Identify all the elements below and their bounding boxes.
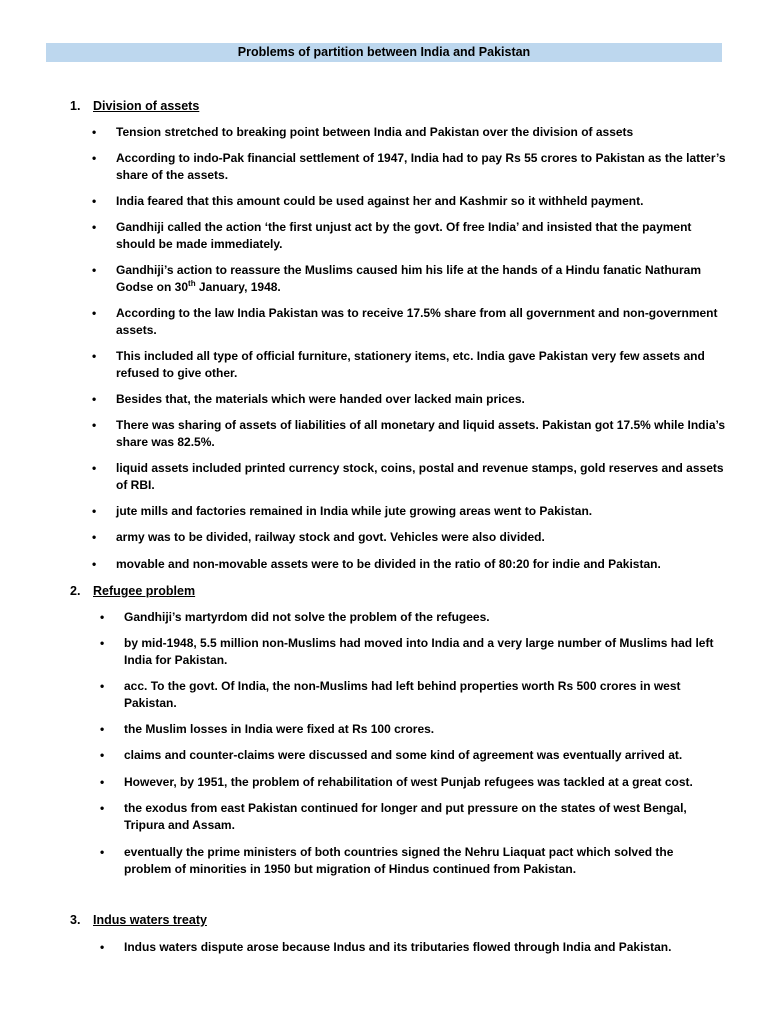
bullet-icon: •	[100, 801, 105, 815]
bullet-icon: •	[92, 418, 97, 432]
section-number: 3.	[70, 913, 81, 927]
bullet-icon: •	[92, 557, 97, 571]
list-item: • According to indo-Pak financial settlement of 1947, India had to pay Rs 55 crores to Pakistan as the latter’s share of the assets.	[92, 151, 726, 182]
section-title: Division of assets	[93, 99, 200, 113]
bullet-icon: •	[100, 636, 105, 650]
bullet-icon: •	[92, 349, 97, 363]
list-item: • There was sharing of assets of liabilities of all monetary and liquid assets. Pakistan got 17.5% while India’s share was 82.5%.	[92, 418, 726, 449]
section-heading-refugee-problem	[70, 583, 195, 599]
list-item: • Gandhiji called the action ‘the first unjust act by the govt. Of free India’ and insisted that the payment should be made immediately.	[92, 220, 692, 251]
bullet-icon: •	[100, 940, 105, 954]
list-item: • jute mills and factories remained in India while jute growing areas went to Pakistan.	[92, 504, 593, 518]
list-item: • liquid assets included printed currency stock, coins, postal and revenue stamps, gold reserves and assets of RBI.	[92, 461, 724, 492]
bullet-icon: •	[92, 263, 97, 277]
list-item: • acc. To the govt. Of India, the non-Muslims had left behind properties worth Rs 500 crores in west Pakistan.	[100, 679, 681, 710]
page-title: Problems of partition between India and Pakistan	[46, 43, 722, 62]
bullet-icon: •	[100, 722, 105, 736]
bullet-icon: •	[92, 194, 97, 208]
list-item: • This included all type of official furniture, stationery items, etc. India gave Pakistan very few assets and refused to give other.	[92, 349, 705, 380]
bullet-icon: •	[92, 530, 97, 544]
section-number: 2.	[70, 584, 81, 598]
list-item: • However, by 1951, the problem of rehabilitation of west Punjab refugees was tackled at a great cost.	[100, 775, 693, 789]
list-item: • Besides that, the materials which were handed over lacked main prices.	[92, 392, 525, 406]
bullet-icon: •	[92, 125, 97, 139]
bullet-icon: •	[92, 151, 97, 165]
bullet-icon: •	[100, 748, 105, 762]
list-item: • by mid-1948, 5.5 million non-Muslims had moved into India and a very large number of Muslims had left India for Pakistan.	[100, 636, 714, 667]
list-item: • Tension stretched to breaking point between India and Pakistan over the division of assets	[92, 125, 634, 139]
list-item: • India feared that this amount could be used against her and Kashmir so it withheld payment.	[92, 194, 644, 208]
section-title: Refugee problem	[93, 584, 196, 598]
section-heading-division-of-assets	[70, 98, 199, 114]
bullet-icon: •	[92, 392, 97, 406]
bullet-icon: •	[92, 461, 97, 475]
list-item: • According to the law India Pakistan was to receive 17.5% share from all government and non-government assets.	[92, 306, 718, 337]
section-number: 1.	[70, 99, 81, 113]
section-title: Indus waters treaty	[93, 913, 207, 927]
list-item: • movable and non-movable assets were to be divided in the ratio of 80:20 for indie and Pakistan.	[92, 557, 661, 571]
bullet-icon: •	[100, 775, 105, 789]
list-item: • army was to be divided, railway stock and govt. Vehicles were also divided.	[92, 530, 545, 544]
bullet-icon: •	[92, 306, 97, 320]
section-heading-indus-waters-treaty	[70, 912, 207, 928]
bullet-icon: •	[92, 220, 97, 234]
bullet-icon: •	[100, 845, 105, 859]
list-item: • the exodus from east Pakistan continued for longer and put pressure on the states of west Bengal, Tripura and Assam.	[100, 801, 687, 832]
list-item: • eventually the prime ministers of both countries signed the Nehru Liaquat pact which solved the problem of minorities in 1950 but migration of Hindus continued from Pakistan.	[100, 845, 674, 876]
list-item: • the Muslim losses in India were fixed at Rs 100 crores.	[100, 722, 435, 736]
bullet-icon: •	[92, 504, 97, 518]
list-item: • claims and counter-claims were discussed and some kind of agreement was eventually arrived at.	[100, 748, 683, 762]
list-item: • Gandhiji’s action to reassure the Muslims caused him his life at the hands of a Hindu fanatic Nathuram Godse on 30th January, 1948.	[92, 263, 702, 294]
list-item: • Indus waters dispute arose because Indus and its tributaries flowed through India and Pakistan.	[100, 940, 672, 954]
bullet-icon: •	[100, 610, 105, 624]
list-item: • Gandhiji’s martyrdom did not solve the problem of the refugees.	[100, 610, 490, 624]
bullet-icon: •	[100, 679, 105, 693]
